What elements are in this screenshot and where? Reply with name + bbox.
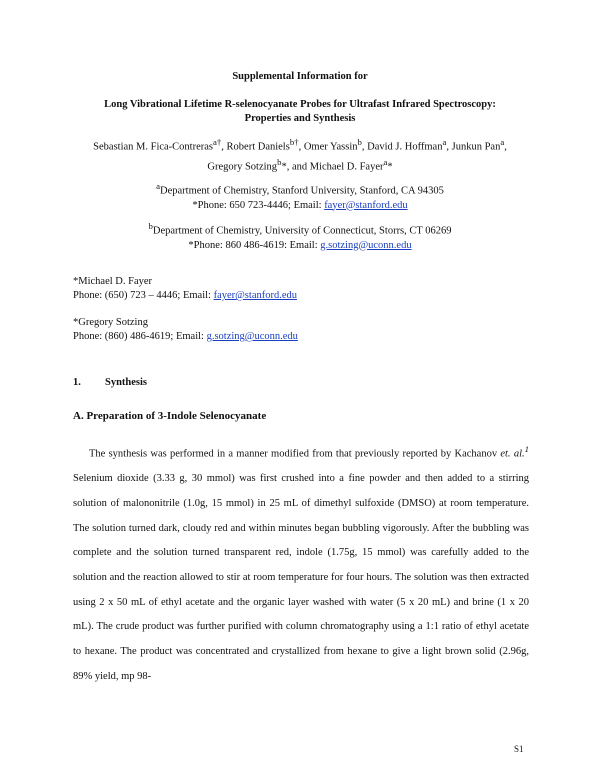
paragraph-text: The synthesis was performed in a manner modified from that previously reported by Kachanov bbox=[89, 448, 501, 460]
author-sup: a bbox=[383, 156, 388, 167]
author-name: , Robert Daniels bbox=[221, 141, 290, 153]
subsection-heading: A. Preparation of 3-Indole Selenocyanate bbox=[73, 410, 267, 422]
email-link[interactable]: fayer@stanford.edu bbox=[324, 199, 408, 211]
author-list bbox=[60, 135, 540, 174]
author-name: , Junkun Pan bbox=[446, 141, 501, 153]
supplemental-heading: Supplemental Information for bbox=[232, 71, 368, 82]
contact-block bbox=[73, 316, 533, 344]
author-line-2 bbox=[60, 155, 540, 175]
affiliation-b-text bbox=[60, 219, 540, 239]
affiliation-phone: *Phone: 860 486-4619: Email: bbox=[188, 239, 321, 251]
author-name: Gregory Sotzing bbox=[207, 161, 278, 172]
contact-name: *Gregory Sotzing bbox=[73, 317, 148, 328]
contact-block bbox=[73, 275, 533, 303]
email-link[interactable]: g.sotzing@uconn.edu bbox=[320, 239, 412, 251]
author-name: *, and Michael D. Fayer bbox=[281, 161, 384, 172]
affiliation-b-contact bbox=[60, 239, 540, 253]
contact-phone: Phone: (650) 723 – 4446; Email: bbox=[73, 290, 214, 301]
contact-details bbox=[73, 330, 533, 344]
paper-title-line2: Properties and Synthesis bbox=[244, 113, 356, 124]
paragraph-text: Selenium dioxide (3.33 g, 30 mmol) was first crushed into a fine powder and then added to a stirring solution of malononitrile (1.0g, 15 mmol) in 25 mL of dimethyl sulfoxide (DMSO) at room temperature. The solution turned dark, cloudy red and within minutes began bubbling vigorously. After the bubbling was complete and the solution turned transparent red, indole (1.75g, 15 mmol) was carefully added to the solution and the reaction allowed to stir at room temperature for four hours. The solution was then extracted using 2 x 50 mL of ethyl acetate and the organic layer washed with water (5 x 20 mL) and brine (1 x 20 mL). The crude product was further purified with column chromatography using a 1:1 ratio of ethyl acetate to hexane. The product was concentrated and crystallized from hexane to give a light brown solid (2.96g, 89% yield, mp 98- bbox=[73, 473, 529, 682]
affiliation-sup: b bbox=[148, 221, 153, 231]
affiliation-phone: *Phone: 650 723-4446; Email: bbox=[192, 199, 325, 211]
section-heading bbox=[73, 377, 533, 388]
affiliation-name: Department of Chemistry, Stanford University, Stanford, CA 94305 bbox=[160, 185, 444, 197]
email-link[interactable]: fayer@stanford.edu bbox=[213, 290, 298, 301]
affiliation-b bbox=[60, 219, 540, 253]
author-mark: * bbox=[387, 161, 393, 172]
author-sup: b† bbox=[289, 137, 299, 147]
author-sup: a† bbox=[213, 137, 222, 147]
author-sup: b bbox=[357, 137, 362, 147]
email-link[interactable]: g.sotzing@uconn.edu bbox=[206, 331, 298, 342]
body-paragraph bbox=[73, 437, 529, 690]
author-name: , Omer Yassin bbox=[298, 141, 358, 153]
paragraph-italic: et. al. bbox=[500, 448, 525, 460]
section-number: 1. bbox=[73, 377, 81, 388]
contact-details bbox=[73, 289, 533, 303]
affiliation-a-contact bbox=[60, 199, 540, 213]
author-sup: a bbox=[442, 137, 447, 147]
paper-title bbox=[60, 98, 540, 126]
reference-sup[interactable]: 1 bbox=[524, 444, 529, 454]
affiliation-sup: a bbox=[156, 181, 161, 191]
author-name: Sebastian M. Fica-Contreras bbox=[93, 141, 214, 153]
affiliation-name: Department of Chemistry, University of Connecticut, Storrs, CT 06269 bbox=[152, 225, 452, 237]
page-number: S1 bbox=[514, 744, 524, 754]
paper-title-line1: Long Vibrational Lifetime R-selenocyanate Probes for Ultrafast Infrared Spectroscopy: bbox=[104, 99, 496, 110]
author-sup: a bbox=[500, 137, 505, 147]
author-sup: b bbox=[277, 156, 282, 167]
section-title: Synthesis bbox=[105, 377, 148, 388]
contact-phone: Phone: (860) 486-4619; Email: bbox=[73, 331, 207, 342]
author-line-1: Sebastian M. Fica-Contreras$^{a\dagger}$, Robert Daniels$^{b\dagger}$, Omer Yassin$^b$, David J. Hoffman$^a$, Junkun Pan$^a$, bbox=[93, 137, 507, 153]
affiliation-a-text bbox=[60, 179, 540, 199]
affiliation-a bbox=[60, 179, 540, 213]
author-name: , David J. Hoffman bbox=[361, 141, 443, 153]
contact-name: *Michael D. Fayer bbox=[73, 276, 153, 287]
